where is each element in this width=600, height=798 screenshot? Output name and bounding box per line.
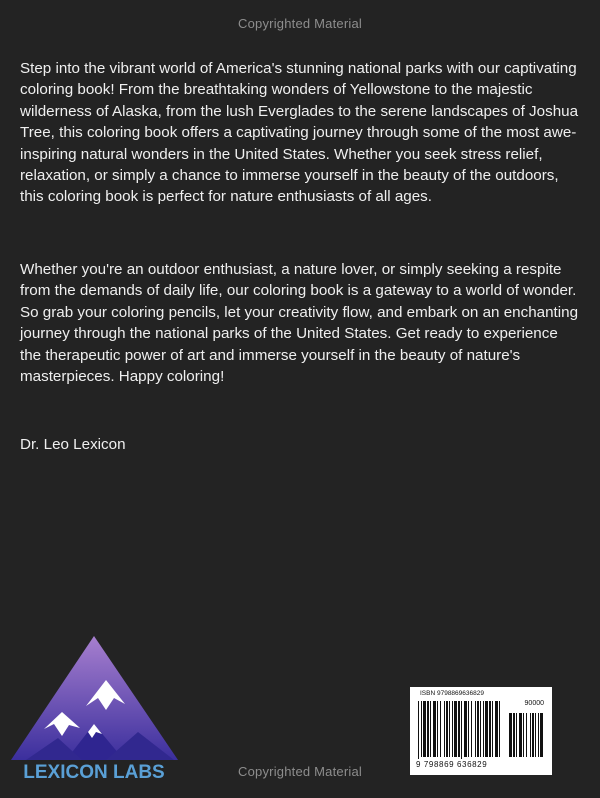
blurb-paragraph-1: Step into the vibrant world of America's stunning national parks with our captivating coloring book! From the breathtaking wonders of Yellowstone to the majestic wilderness of Alaska, from the lush Everglades to the serene landscapes of Joshua Tree, this coloring book offers a captivating journey through some of the most awe-inspiring natural wonders in the United States. Whether you seek stress relief, relaxation, or simply a chance to immerse yourself in the beauty of the outdoors, this coloring book is perfect for nature enthusiasts of all ages. — [20, 60, 579, 206]
watermark-top: Copyrighted Material — [238, 16, 362, 31]
blurb-paragraph-2: Whether you're an outdoor enthusiast, a nature lover, or simply seeking a respite from the demands of daily life, our coloring book is a gateway to a world of wonder. So grab your coloring pencils, let your creativity flow, and embark on an enchanting journey through the national parks of the United States. Get ready to experience the therapeutic power of art and immerse yourself in the beauty of nature's masterpieces. Happy coloring! — [20, 261, 579, 386]
author-name: Dr. Leo Lexicon — [20, 436, 126, 453]
logo-text: LEXICON LABS — [23, 762, 165, 782]
mountain-icon — [11, 636, 178, 760]
isbn-label: ISBN 9798869636829 — [420, 690, 484, 697]
barcode-digits: 9 798869 636829 — [416, 760, 488, 769]
watermark-bottom: Copyrighted Material — [238, 764, 362, 779]
price-code: 90000 — [524, 700, 544, 707]
barcode-bars — [416, 697, 546, 759]
lexicon-labs-logo — [6, 632, 186, 782]
barcode-box — [410, 687, 552, 775]
